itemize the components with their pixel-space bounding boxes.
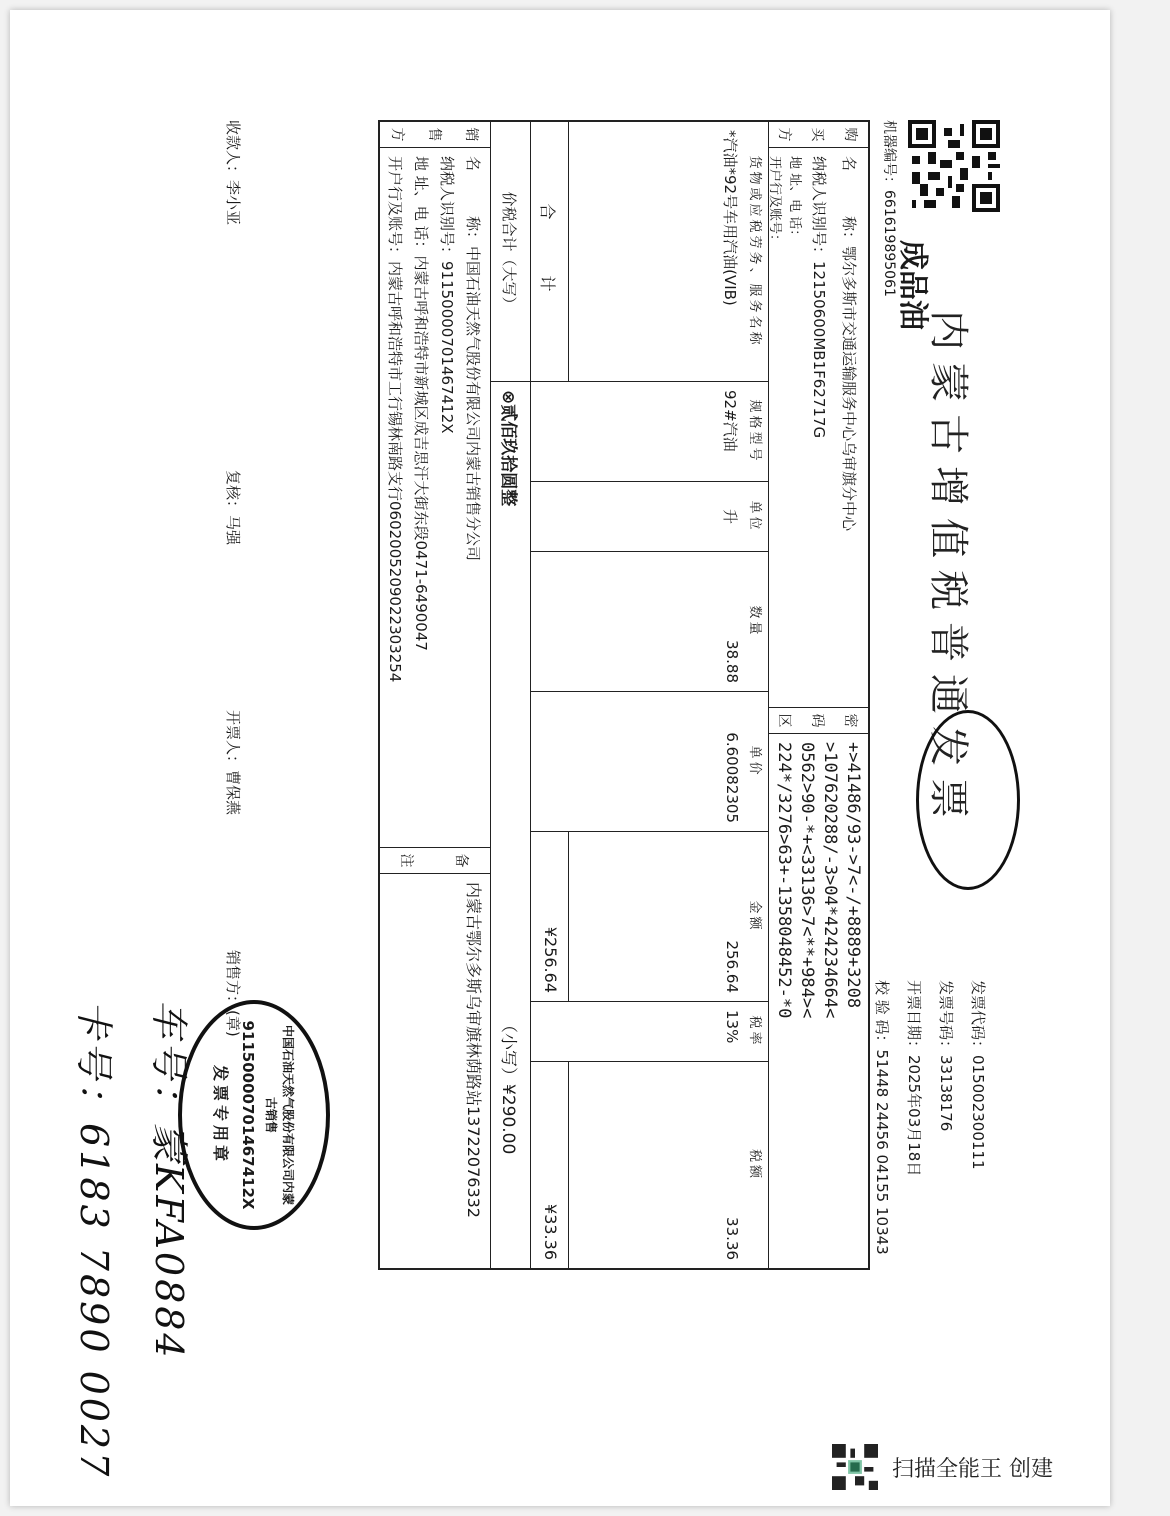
qr-code-icon (908, 120, 1000, 212)
remark-text: 内蒙古鄂尔多斯乌审旗林荫路站13722076332 (464, 882, 483, 1218)
seller-invoice-stamp (178, 1000, 330, 1230)
goods-col-tax (531, 1062, 768, 1268)
total-row (490, 122, 530, 1268)
goods-header: 税率 (747, 1015, 762, 1048)
machine-number: 机器编号：661619895061 (881, 120, 897, 297)
seller-bank: 开户行及账号：内蒙古呼和浩特市工行锡林南路支行0602005209022303254 (386, 156, 404, 683)
goods-header: 单价 (747, 745, 762, 778)
handwritten-card: 卡号：6183 7890 0027 (72, 1000, 116, 1480)
invoice-subtitle: 成品油 (895, 240, 930, 330)
buyer-address: 地 址、电 话： (787, 156, 802, 243)
reviewer: 复核：马强 (224, 470, 242, 546)
seller-address: 地 址、电 话：内蒙古呼和浩特市新城区成吉思汗大街东段0471-6490047 (412, 156, 430, 651)
buyer-name: 名 称：鄂尔多斯市交通运输服务中心乌审旗分中心 (840, 156, 858, 532)
watermark-text: 扫描全能王 创建 (892, 1456, 1053, 1482)
goods-qty: 38.88 (723, 640, 741, 683)
sum-label: 合 计 (531, 122, 569, 381)
password-line: >107620288/-3>04*424234664< (820, 742, 840, 1019)
invoice-number: 发票号码：33138176 (937, 980, 955, 1132)
drawer: 开票人：曹保燕 (224, 710, 242, 816)
seller-tax-id: 纳税人识别号：91150000701467412X (438, 156, 456, 434)
sum-tax: ¥33.36 (531, 1062, 569, 1268)
seller-name: 名 称：中国石油天然气股份有限公司内蒙古销售分公司 (464, 156, 482, 562)
goods-col-name (531, 122, 768, 382)
goods-header: 规格型号 (747, 399, 762, 464)
goods-row (530, 122, 768, 1268)
seller-side-label: 销 售 方 (380, 122, 490, 148)
sum-amount: ¥256.64 (531, 832, 569, 1001)
invoice-table (378, 120, 870, 1270)
invoice-date: 开票日期：2025年03月18日 (905, 980, 923, 1177)
total-label: 价税合计（大写） (491, 122, 530, 382)
goods-spec: 92#汽油 (721, 390, 739, 452)
goods-header: 税额 (747, 1148, 762, 1181)
goods-header: 金额 (747, 900, 762, 933)
goods-col-amount (531, 832, 768, 1002)
goods-rate: 13% (723, 1010, 741, 1044)
goods-col-unit (531, 482, 768, 552)
handwritten-plate: 车号：蒙KFA0884 (147, 1000, 191, 1361)
remark-side-label: 备 注 (380, 848, 490, 874)
goods-header: 数量 (747, 605, 762, 638)
goods-header: 单位 (747, 500, 762, 533)
buyer-tax-id: 纳税人识别号：12150600MB1F62717G (810, 156, 828, 439)
total-words: ⊗贰佰玖拾圆整 (498, 390, 518, 507)
goods-price: 6.60082305 (723, 732, 741, 823)
password-side-label: 密 码 区 (769, 708, 868, 734)
seller-row (380, 122, 490, 1268)
invoice-scan (10, 10, 1110, 1506)
goods-col-rate (531, 1002, 768, 1062)
tax-bureau-stamp (916, 710, 1020, 890)
password-area (769, 734, 868, 1268)
stamp-label: 发票专用章 (211, 1064, 231, 1165)
goods-col-qty (531, 552, 768, 692)
goods-tax: 33.36 (723, 1217, 741, 1260)
seller-seal-label: 销售方：(章) (224, 950, 242, 1037)
invoice-title: 内蒙古增值税普通发票 (925, 310, 971, 830)
password-line: 0562>90-*+<33136>7<**+984>< (797, 742, 817, 1019)
goods-amount: 256.64 (723, 940, 741, 993)
qr-code-icon (832, 1444, 878, 1490)
goods-col-price (531, 692, 768, 832)
password-line: 224*/3276>63+-1358048452-*0 (774, 742, 794, 1019)
goods-unit: 升 (721, 508, 739, 524)
stamp-tax-id: 91150000701467412X (239, 1020, 258, 1210)
camscanner-watermark (832, 1444, 1053, 1490)
buyer-bank: 开户行及账号： (767, 156, 782, 248)
seller-info (380, 148, 490, 848)
rotated-invoice (211, 120, 1000, 1420)
check-code: 校 验 码：51448 24456 04155 10343 (873, 980, 891, 1255)
invoice-codes (866, 980, 994, 1400)
stamp-company: 中国石油天然气股份有限公司内蒙古销售 (264, 1024, 296, 1205)
buyer-info (769, 148, 868, 708)
goods-name: *汽油*92号车用汽油(VIB) (721, 130, 739, 306)
goods-col-spec (531, 382, 768, 482)
buyer-row (768, 122, 868, 1268)
buyer-side-label: 购 买 方 (769, 122, 868, 148)
total-small: （小写）¥290.00 (498, 1016, 518, 1155)
invoice-code: 发票代码：015002300111 (969, 980, 987, 1170)
payee: 收款人：李小亚 (224, 120, 242, 226)
goods-header: 货物或应税劳务、服务名称 (747, 155, 762, 348)
password-line: +>41486/93->7<-/+8889+3208 (843, 742, 863, 1009)
